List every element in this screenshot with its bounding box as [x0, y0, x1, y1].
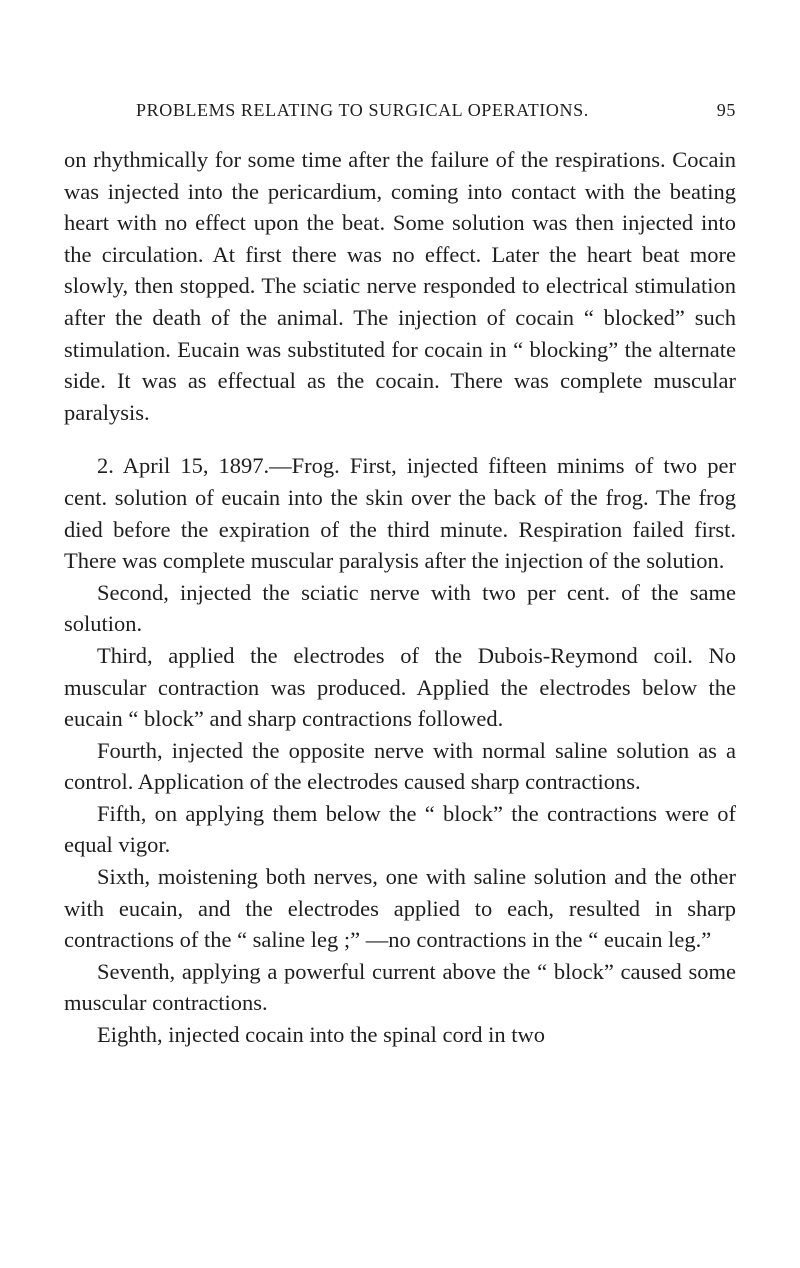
body-text	[64, 144, 736, 1051]
paragraph-third: Third, applied the electrodes of the Dubois-Reymond coil. No muscular contraction was produced. Applied the electrodes below the eucain “ block” and sharp contractions followed.	[64, 642, 736, 732]
paragraph-fourth: Fourth, injected the opposite nerve with normal saline solution as a control. Application of the electrodes caused sharp contractions.	[64, 737, 736, 795]
paragraph-fifth: Fifth, on applying them below the “ block” the contractions were of equal vigor.	[64, 800, 736, 858]
page-number: 95	[716, 100, 736, 120]
running-header	[136, 100, 736, 134]
running-title: PROBLEMS RELATING TO SURGICAL OPERATIONS.	[136, 100, 589, 120]
paragraph-eighth: Eighth, injected cocain into the spinal cord in two	[97, 1022, 546, 1048]
paragraph-seventh: Seventh, applying a powerful current above the “ block” caused some muscular contractions.	[64, 958, 736, 1016]
paragraph-sixth: Sixth, moistening both nerves, one with saline solution and the other with eucain, and the electrodes applied to each, resulted in sharp contractions of the “ saline leg ;” —no contractions in the “ eucain leg.”	[64, 864, 736, 953]
paragraph-continuation: on rhythmically for some time after the failure of the respirations. Cocain was injected into the pericardium, coming into contact with the beating heart with no effect upon the beat. Some solution was then injected into the circulation. At first there was no effect. Later the heart beat more slowly, then stopped. The sciatic nerve responded to electrical stimulation after the death of the animal. The injection of cocain “ blocked” such stimulation. Eucain was substituted for cocain in “ blocking” the alternate side. It was as effectual as the cocain. There was complete muscular paralysis.	[64, 147, 736, 425]
paragraph-second: Second, injected the sciatic nerve with two per cent. of the same solution.	[64, 579, 736, 637]
paragraph-experiment-2: 2. April 15, 1897.—Frog. First, injected fifteen minims of two per cent. solution of eucain into the skin over the back of the frog. The frog died before the expiration of the third minute. Respiration failed first. There was complete muscular paralysis after the injection of the solution.	[64, 453, 736, 574]
